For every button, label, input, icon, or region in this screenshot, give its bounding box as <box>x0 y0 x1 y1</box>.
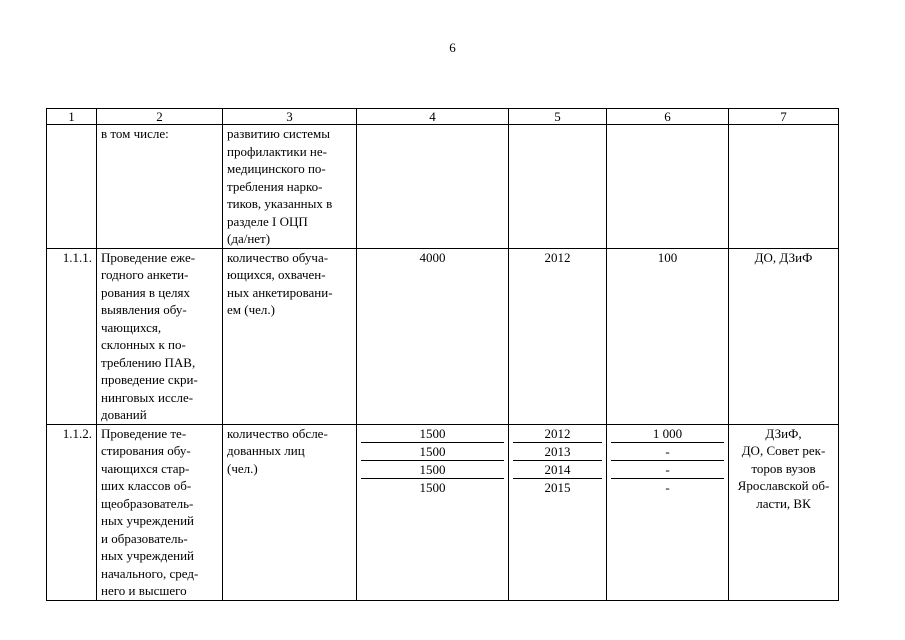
amount-stack <box>607 424 729 600</box>
row-number <box>47 125 97 249</box>
header-cell-3: 3 <box>223 109 357 125</box>
executor-cell: ДО, ДЗиФ <box>729 248 839 424</box>
value-cell <box>357 125 509 249</box>
amount-cell: - <box>611 443 724 461</box>
measure-cell: в том числе: <box>97 125 223 249</box>
program-table <box>46 108 839 601</box>
amount-cell <box>607 125 729 249</box>
value-cell: 1500 <box>419 479 446 495</box>
amount-cell: - <box>665 479 670 495</box>
year-cell: 2012 <box>513 425 602 443</box>
year-cell: 2014 <box>513 461 602 479</box>
executor-cell <box>729 125 839 249</box>
year-cell: 2015 <box>544 479 571 495</box>
header-cell-4: 4 <box>357 109 509 125</box>
measure-cell: Проведение те- стирования обу- чающихся стар- ших классов об- щеобразователь- ных учреждений и образователь- ных учреждений начального, сред- него и высшего <box>97 424 223 600</box>
amount-cell: 1 000 <box>611 425 724 443</box>
row-number: 1.1.1. <box>47 248 97 424</box>
table-row <box>47 424 839 600</box>
value-cell: 1500 <box>361 461 504 479</box>
table-row <box>47 248 839 424</box>
header-cell-1: 1 <box>47 109 97 125</box>
header-row <box>47 109 839 125</box>
value-stack <box>357 424 509 600</box>
value-cell: 4000 <box>357 248 509 424</box>
header-cell-5: 5 <box>509 109 607 125</box>
year-cell: 2013 <box>513 443 602 461</box>
table-row <box>47 125 839 249</box>
value-cell: 1500 <box>361 425 504 443</box>
row-number: 1.1.2. <box>47 424 97 600</box>
indicator-cell: количество обсле- дованных лиц (чел.) <box>223 424 357 600</box>
header-cell-7: 7 <box>729 109 839 125</box>
measure-cell: Проведение еже- годного анкети- рования в целях выявления обу- чающихся, склонных к по- треблению ПАВ, проведение скри- нинговых иссле- дований <box>97 248 223 424</box>
executor-cell: ДЗиФ, ДО, Совет рек- торов вузов Ярославской об- ласти, ВК <box>729 424 839 600</box>
indicator-cell: развитию системы профилактики не- медицинского по- требления нарко- тиков, указанных в разделе I ОЦП (да/нет) <box>223 125 357 249</box>
year-stack <box>509 424 607 600</box>
amount-cell: - <box>611 461 724 479</box>
header-cell-2: 2 <box>97 109 223 125</box>
value-cell: 1500 <box>361 443 504 461</box>
page-number: 6 <box>449 40 456 55</box>
header-cell-6: 6 <box>607 109 729 125</box>
amount-cell: 100 <box>607 248 729 424</box>
indicator-cell: количество обуча- ющихся, охвачен- ных анкетировани- ем (чел.) <box>223 248 357 424</box>
year-cell: 2012 <box>509 248 607 424</box>
year-cell <box>509 125 607 249</box>
